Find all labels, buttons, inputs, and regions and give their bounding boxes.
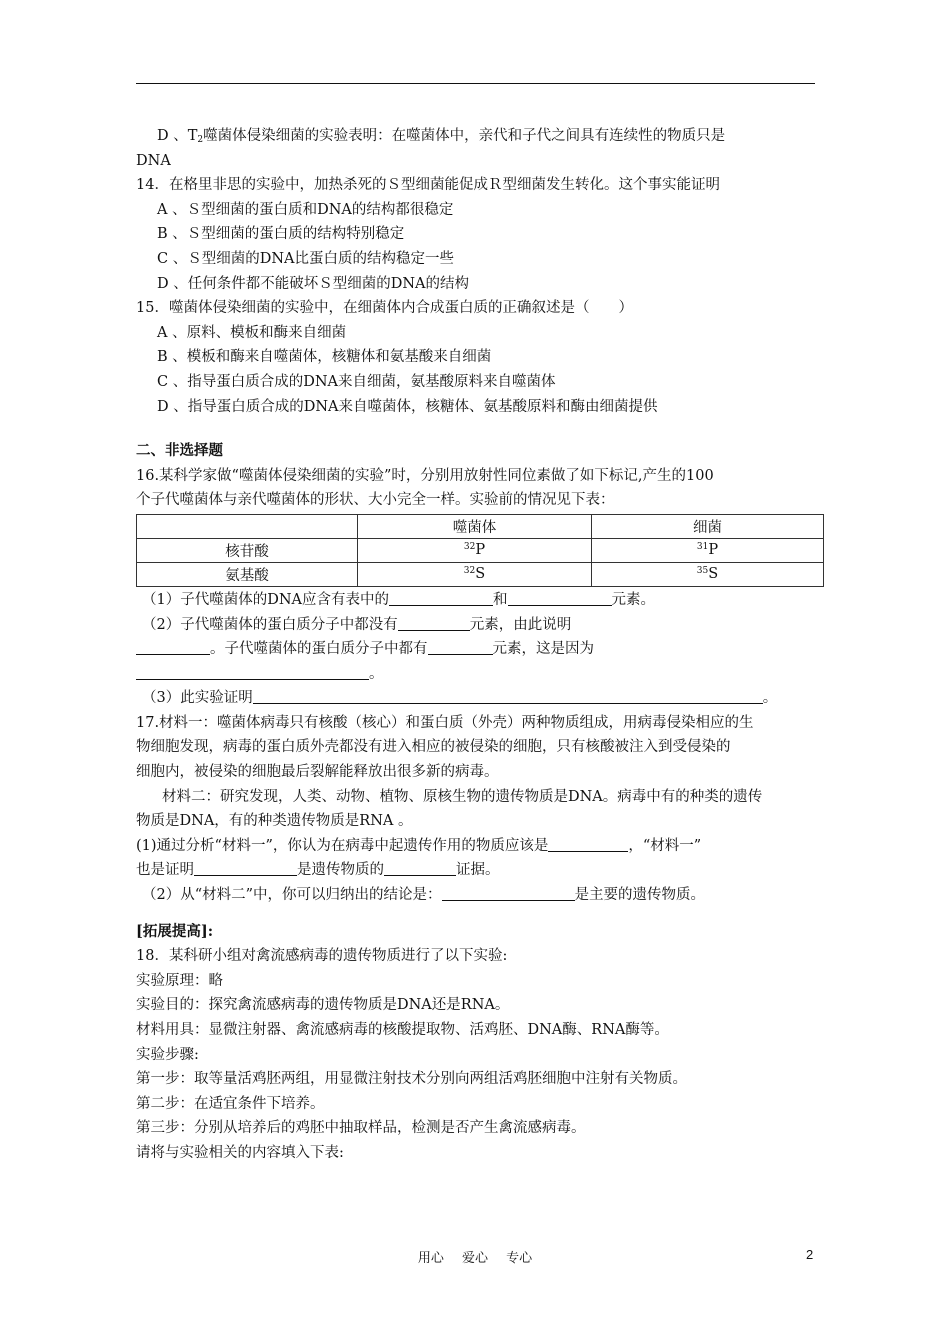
q18-step3: 第三步：分别从培养后的鸡胚中抽取样品，检测是否产生禽流感病毒。 xyxy=(136,1120,586,1137)
table-header-cell xyxy=(137,514,358,538)
table-row xyxy=(137,538,824,562)
q17-material1-line3: 细胞内，被侵染的细胞最后裂解能释放出很多新的病毒。 xyxy=(136,764,499,781)
table-row xyxy=(137,562,824,586)
q18-principle: 实验原理：略 xyxy=(136,972,223,989)
table-header-phage: 噬菌体 xyxy=(358,514,592,538)
section-heading-nonchoice: 二、非选择题 xyxy=(136,442,223,460)
answer-blank[interactable] xyxy=(389,590,493,606)
q17-part1: (1)通过分析“材料一”，你认为在病毒中起遗传作用的物质应该是 ，“材料一” xyxy=(136,837,702,854)
q14-stem: 14．在格里非思的实验中，加热杀死的Ｓ型细菌能促成Ｒ型细菌发生转化。这个事实能证明 xyxy=(136,177,720,194)
q16-part1: （1）子代噬菌体的DNA应含有表中的 和 元素。 xyxy=(142,591,656,608)
answer-blank[interactable] xyxy=(194,860,297,876)
answer-blank[interactable] xyxy=(136,639,210,655)
q17-material1-line1: 17.材料一：噬菌体病毒只有核酸（核心）和蛋白质（外壳）两种物质组成，用病毒侵染相应的生 xyxy=(136,714,754,731)
answer-blank[interactable] xyxy=(384,860,456,876)
q17-part1-cont: 也是证明 是遗传物质的 证据。 xyxy=(136,862,500,879)
q18-steps-heading: 实验步骤: xyxy=(136,1046,199,1063)
table-header-row xyxy=(137,514,824,538)
q18-stem: 18．某科研小组对禽流感病毒的遗传物质进行了以下实验: xyxy=(136,948,508,965)
q13-option-d: D 、$T_2$噬菌体侵染细菌的实验表明：在噬菌体中，亲代和子代之间具有连续性的物质只是 xyxy=(157,128,726,145)
q16-stem-line2: 个子代噬菌体与亲代噬菌体的形状、大小完全一样。实验前的情况见下表： xyxy=(136,492,615,509)
answer-blank[interactable] xyxy=(442,885,575,901)
q17-material1-line2: 物细胞发现，病毒的蛋白质外壳都没有进入相应的被侵染的细胞，只有核酸被注入到受侵染的 xyxy=(136,739,731,756)
answer-blank[interactable] xyxy=(508,590,612,606)
q15-option-d: D 、指导蛋白质合成的DNA来自噬菌体，核糖体、氨基酸原料和酶由细菌提供 xyxy=(157,398,658,415)
answer-blank[interactable] xyxy=(253,688,763,704)
q16-part3: （3）此实验证明 。 xyxy=(142,690,778,707)
q16-part2: （2）子代噬菌体的蛋白质分子中都没有 元素，由此说明 xyxy=(142,616,572,633)
cell-bacteria-nucleotide: $^{31}$P xyxy=(592,538,824,562)
header-rule xyxy=(136,83,815,84)
q14-option-c: C 、Ｓ型细菌的DNA比蛋白质的结构稳定一些 xyxy=(157,250,454,267)
q17-material2-line2: 物质是DNA，有的种类遗传物质是RNA 。 xyxy=(136,813,413,830)
q16-part2-cont2: 。 xyxy=(136,662,826,687)
q17-material2-line1: 材料二：研究发现，人类、动物、植物、原核生物的遗传物质是DNA。病毒中有的种类的遗传 xyxy=(162,788,763,805)
row-label-nucleotide: 核苷酸 xyxy=(137,538,358,562)
page-footer: 用心 爱心 专心 xyxy=(417,1251,533,1266)
q14-option-b: B 、Ｓ型细菌的蛋白质的结构特别稳定 xyxy=(157,226,405,243)
q16-part2-cont: 。子代噬菌体的蛋白质分子中都有 元素，这是因为 xyxy=(136,637,826,662)
q13-option-d-cont: DNA xyxy=(136,152,171,169)
section-heading-extension: [拓展提高]: xyxy=(136,922,214,940)
cell-bacteria-amino-acid: $^{35}$S xyxy=(592,562,824,586)
answer-blank[interactable] xyxy=(548,836,628,852)
q18-step1: 第一步：取等量活鸡胚两组，用显微注射技术分别向两组活鸡胚细胞中注射有关物质。 xyxy=(136,1071,687,1088)
q18-materials: 材料用具：显微注射器、禽流感病毒的核酸提取物、活鸡胚、DNA酶、RNA酶等。 xyxy=(136,1022,669,1038)
page-content xyxy=(136,124,826,1166)
q17-part2: （2）从“材料二”中，你可以归纳出的结论是： 是主要的遗传物质。 xyxy=(142,887,706,904)
cell-phage-amino-acid: $^{32}$S xyxy=(358,562,592,586)
q18-step2: 第二步：在适宜条件下培养。 xyxy=(136,1095,325,1112)
q18-instruction: 请将与实验相关的内容填入下表: xyxy=(136,1144,344,1161)
q15-option-a: A 、原料、模板和酶来自细菌 xyxy=(157,324,347,341)
answer-blank[interactable] xyxy=(428,639,493,655)
q15-option-b: B 、模板和酶来自噬菌体，核糖体和氨基酸来自细菌 xyxy=(157,349,492,366)
q14-option-d: D 、任何条件都不能破坏Ｓ型细菌的DNA的结构 xyxy=(157,275,470,292)
isotope-table xyxy=(136,514,824,587)
page-number: 2 xyxy=(806,1247,814,1262)
table-header-bacteria: 细菌 xyxy=(592,514,824,538)
answer-blank[interactable] xyxy=(136,664,369,680)
q18-purpose: 实验目的：探究禽流感病毒的遗传物质是DNA还是RNA。 xyxy=(136,997,510,1014)
q15-stem: 15．噬菌体侵染细菌的实验中，在细菌体内合成蛋白质的正确叙述是（ ） xyxy=(136,300,633,317)
q14-option-a: A 、Ｓ型细菌的蛋白质和DNA的结构都很稳定 xyxy=(157,201,454,218)
q15-option-c: C 、指导蛋白质合成的DNA来自细菌，氨基酸原料来自噬菌体 xyxy=(157,373,556,390)
cell-phage-nucleotide: $^{32}$P xyxy=(358,538,592,562)
answer-blank[interactable] xyxy=(398,615,470,631)
q16-stem-line1: 16.某科学家做“噬菌体侵染细菌的实验”时，分别用放射性同位素做了如下标记,产生的100 xyxy=(136,467,714,484)
row-label-amino-acid: 氨基酸 xyxy=(137,562,358,586)
